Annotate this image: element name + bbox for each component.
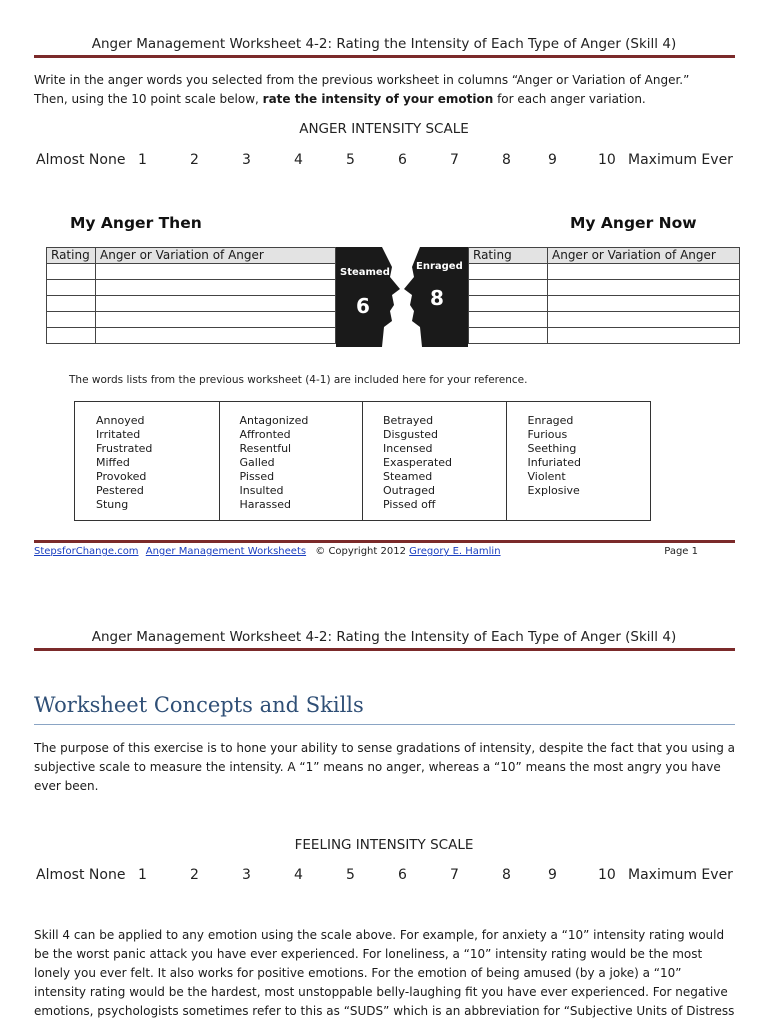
worksheets-link[interactable]: Anger Management Worksheets (145, 546, 307, 557)
word-item: Disgusted (383, 428, 439, 441)
scale-number: 8 (502, 152, 511, 168)
scale-number: 9 (548, 867, 557, 883)
paragraph-line: ever been. (34, 779, 99, 793)
paragraph-line: emotions, psychologists sometimes refer to this as “SUDS” which is an abbreviation for “Subjective Units of Distress (34, 1004, 735, 1018)
table-row (469, 312, 740, 328)
word-column (219, 402, 363, 520)
page2-header: Anger Management Worksheet 4-2: Rating the Intensity of Each Type of Anger (Skill 4) (91, 629, 677, 645)
paragraph-line: lonely you ever felt. It also works for positive emotions. For the emotion of being amused (by a joke) a “10” (34, 966, 682, 980)
site-link[interactable]: StepsforChange.com (34, 546, 139, 557)
word-item: Resentful (239, 442, 292, 455)
table-row (469, 296, 740, 312)
anger-then-title: My Anger Then (70, 214, 202, 232)
scale-number: 1 (138, 867, 147, 883)
word-item: Exasperated (383, 456, 453, 469)
scale-number: 6 (398, 152, 407, 168)
word-item: Annoyed (96, 414, 145, 427)
reference-note: The words lists from the previous worksheet (4-1) are included here for your reference. (69, 374, 528, 386)
word-item: Seething (527, 442, 577, 455)
anger-cell[interactable] (548, 280, 740, 296)
rating-cell[interactable] (47, 296, 96, 312)
anger-header: Anger or Variation of Anger (548, 248, 740, 264)
rating-cell[interactable] (47, 264, 96, 280)
intro-text: Then, using the 10 point scale below, (34, 92, 263, 106)
word-column (362, 402, 506, 520)
word-item: Explosive (527, 484, 580, 497)
word-column (75, 402, 219, 520)
word-item: Pissed off (383, 498, 436, 511)
scale-number: 5 (346, 152, 355, 168)
feeling-scale-row (34, 867, 736, 887)
table-row (469, 264, 740, 280)
table-row (47, 312, 336, 328)
page1-header: Anger Management Worksheet 4-2: Rating the Intensity of Each Type of Anger (Skill 4) (91, 36, 677, 52)
word-item: Provoked (96, 470, 147, 483)
paragraph-line: be the worst panic attack you have ever experienced. For loneliness, a “10” intensity rating would be the most (34, 947, 703, 961)
intro-line-2 (34, 90, 736, 109)
rating-cell[interactable] (47, 312, 96, 328)
right-face-label: Enraged (416, 261, 463, 272)
feeling-scale-title: FEELING INTENSITY SCALE (294, 837, 474, 853)
rating-cell[interactable] (469, 280, 548, 296)
page1-footer (34, 546, 734, 557)
word-item: Betrayed (383, 414, 434, 427)
table-row (47, 264, 336, 280)
section-title-rule (34, 724, 735, 725)
anger-cell[interactable] (96, 296, 336, 312)
anger-header: Anger or Variation of Anger (96, 248, 336, 264)
anger-cell[interactable] (96, 312, 336, 328)
page2-header-rule (34, 648, 735, 651)
word-item: Outraged (383, 484, 435, 497)
word-item: Pissed (239, 470, 275, 483)
anger-cell[interactable] (96, 280, 336, 296)
rating-cell[interactable] (469, 296, 548, 312)
rating-cell[interactable] (469, 328, 548, 344)
word-item: Harassed (239, 498, 291, 511)
skill-paragraph (34, 926, 736, 1021)
table-row (47, 280, 336, 296)
word-item: Irritated (96, 428, 141, 441)
scale-number: 10 (598, 152, 616, 168)
table-row (469, 328, 740, 344)
purpose-paragraph (34, 739, 736, 796)
paragraph-line: intensity rating would be the hardest, most unstoppable belly-laughing fit you have ever experienced. For negative (34, 985, 728, 999)
rating-cell[interactable] (47, 280, 96, 296)
anger-cell[interactable] (548, 312, 740, 328)
anger-scale-row (34, 152, 736, 172)
table-row (47, 328, 336, 344)
scale-number: 2 (190, 867, 199, 883)
rating-cell[interactable] (469, 264, 548, 280)
rating-header: Rating (47, 248, 96, 264)
anger-cell[interactable] (548, 328, 740, 344)
anger-cell[interactable] (548, 296, 740, 312)
scale-low-label: Almost None (36, 152, 126, 168)
word-item: Infuriated (527, 456, 581, 469)
anger-now-title: My Anger Now (570, 214, 697, 232)
right-face-value: 8 (430, 286, 444, 310)
scale-number: 4 (294, 152, 303, 168)
table-row (47, 296, 336, 312)
scale-number: 7 (450, 152, 459, 168)
scale-high-label: Maximum Ever (628, 867, 733, 883)
section-title: Worksheet Concepts and Skills (34, 693, 364, 717)
word-item: Enraged (527, 414, 574, 427)
scale-high-label: Maximum Ever (628, 152, 733, 168)
scale-number: 9 (548, 152, 557, 168)
paragraph-line: The purpose of this exercise is to hone your ability to sense gradations of intensity, despite the fact that you using a (34, 741, 735, 755)
scale-low-label: Almost None (36, 867, 126, 883)
word-item: Insulted (239, 484, 284, 497)
word-item: Frustrated (96, 442, 153, 455)
anger-scale-title: ANGER INTENSITY SCALE (299, 121, 469, 137)
scale-number: 8 (502, 867, 511, 883)
word-item: Miffed (96, 456, 130, 469)
rating-cell[interactable] (469, 312, 548, 328)
anger-now-table (468, 247, 740, 344)
word-item: Stung (96, 498, 129, 511)
anger-cell[interactable] (96, 328, 336, 344)
scale-number: 4 (294, 867, 303, 883)
faces-illustration (336, 247, 468, 347)
word-item: Affronted (239, 428, 291, 441)
scale-number: 3 (242, 152, 251, 168)
page1-header-rule (34, 55, 735, 58)
word-item: Violent (527, 470, 566, 483)
author-link[interactable]: Gregory E. Hamlin (409, 546, 501, 557)
intro-bold-text: rate the intensity of your emotion (262, 92, 494, 106)
scale-number: 7 (450, 867, 459, 883)
copyright-text: © Copyright 2012 (315, 546, 406, 557)
word-list-box (74, 401, 651, 521)
word-item: Antagonized (239, 414, 309, 427)
left-face-label: Steamed (340, 267, 390, 278)
anger-cell[interactable] (548, 264, 740, 280)
scale-number: 10 (598, 867, 616, 883)
two-faces-icon (336, 247, 468, 347)
rating-header: Rating (469, 248, 548, 264)
scale-number: 2 (190, 152, 199, 168)
word-item: Incensed (383, 442, 433, 455)
left-face-value: 6 (356, 294, 370, 318)
word-item: Pestered (96, 484, 144, 497)
word-item: Galled (239, 456, 275, 469)
paragraph-line: Skill 4 can be applied to any emotion using the scale above. For example, for anxiety a “10” intensity rating would (34, 928, 725, 942)
page-number: Page 1 (664, 546, 698, 557)
page1-footer-rule (34, 540, 735, 543)
scale-number: 6 (398, 867, 407, 883)
word-column (506, 402, 651, 520)
intro-text-end: for each anger variation. (493, 92, 646, 106)
paragraph-line: subjective scale to measure the intensity. A “1” means no anger, whereas a “10” means the most angry you have (34, 760, 721, 774)
rating-cell[interactable] (47, 328, 96, 344)
anger-then-table (46, 247, 336, 344)
scale-number: 5 (346, 867, 355, 883)
anger-cell[interactable] (96, 264, 336, 280)
scale-number: 1 (138, 152, 147, 168)
intro-line-1: Write in the anger words you selected from the previous worksheet in columns “Anger or Variation of Anger.” (34, 73, 690, 87)
table-row (469, 280, 740, 296)
page1-intro (34, 71, 736, 109)
word-item: Steamed (383, 470, 433, 483)
word-item: Furious (527, 428, 568, 441)
scale-number: 3 (242, 867, 251, 883)
